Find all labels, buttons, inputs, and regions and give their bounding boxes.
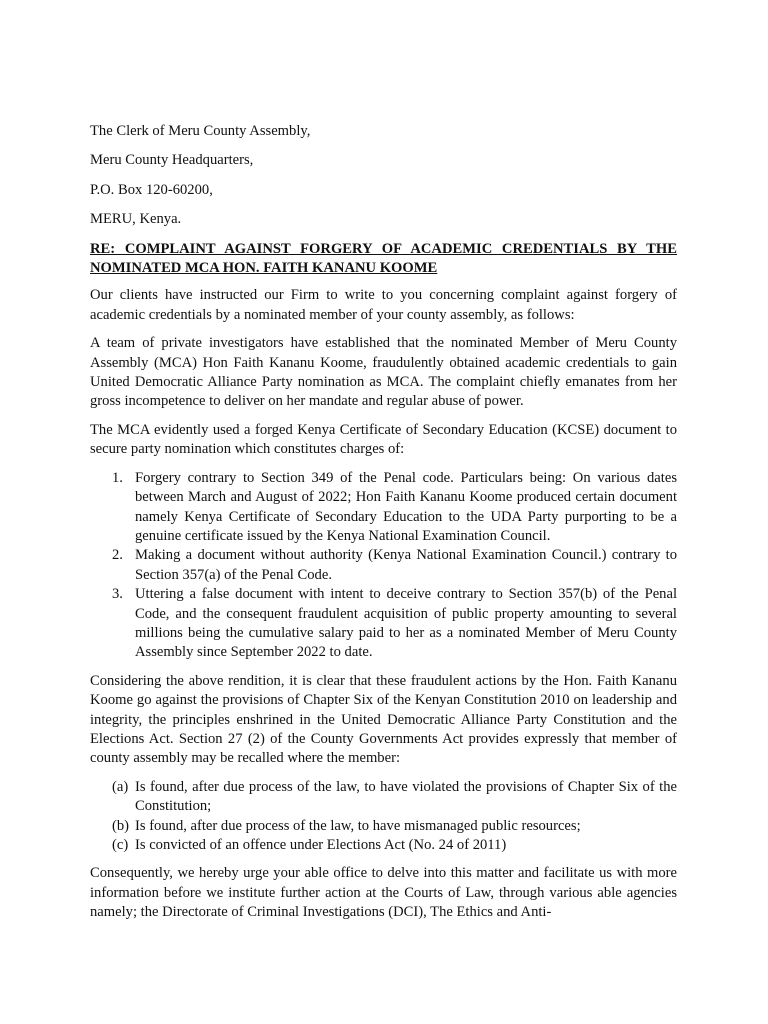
list-letter: (b) — [112, 817, 130, 834]
paragraph-consequently: Consequently, we hereby urge your able office to delve into this matter and facilitate us with more information before we institute further action at the Courts of Law, through various able agencies namely; the Directorate of Criminal Investigations (DCI), The Ethics and Anti- — [90, 865, 677, 921]
recall-grounds-list — [90, 778, 677, 856]
paragraph-considering: Considering the above rendition, it is clear that these fraudulent actions by the Hon. Faith Kananu Koome go against the provisions of Chapter Six of the Kenyan Constitution 2010 on leadership and integrity, the principles enshrined in the United Democratic Alliance Party Constitution and the Elections Act. Section 27 (2) of the County Governments Act provides expressly that member of county assembly may be recalled where the member: — [90, 672, 677, 767]
letter-body — [90, 122, 677, 932]
list-letter: (a) — [112, 778, 129, 795]
list-number: 2. — [112, 547, 123, 564]
address-line-3: P.O. Box 120-60200, — [90, 181, 213, 198]
list-letter: (c) — [112, 837, 129, 853]
list-item-text: Is convicted of an offence under Elections Act (No. 24 of 2011) — [135, 837, 507, 853]
list-number: 1. — [112, 469, 123, 486]
address-line-2: Meru County Headquarters, — [90, 152, 254, 169]
paragraph-intro: Our clients have instructed our Firm to write to you concerning complaint against forgery of academic credentials by a nominated member of your county assembly, as follows: — [90, 287, 677, 323]
paragraph-investigation: A team of private investigators have established that the nominated Member of Meru County Assembly (MCA) Hon Faith Kananu Koome, fraudulently obtained academic credentials to gain United Democratic Alliance Party nomination as MCA. The complaint chiefly emanates from her gross incompetence to deliver on her mandate and regular abuse of power. — [90, 335, 677, 410]
list-item — [90, 585, 677, 663]
address-line-1: The Clerk of Meru County Assembly, — [90, 123, 311, 139]
list-item-text: Is found, after due process of the law, to have violated the provisions of Chapter Six of the Constitution; — [135, 778, 677, 815]
address-line-4: MERU, Kenya. — [90, 211, 182, 228]
list-item-text: Making a document without authority (Kenya National Examination Council.) contrary to Section 357(a) of the Penal Code. — [135, 547, 677, 583]
list-item-text: Uttering a false document with intent to deceive contrary to Section 357(b) of the Penal Code, and the consequent fraudulent acquisition of public property amounting to several millions being the cumulative salary paid to her as a nominated Member of Meru County Assembly since September 2022 to date. — [135, 586, 677, 661]
list-item — [90, 817, 677, 836]
list-item-text: Is found, after due process of the law, to have mismanaged public resources; — [135, 817, 581, 834]
recipient-address — [90, 122, 677, 230]
paragraph-charges-intro: The MCA evidently used a forged Kenya Certificate of Secondary Education (KCSE) document to secure party nomination which constitutes charges of: — [90, 421, 677, 458]
list-item — [90, 836, 677, 855]
charges-list — [90, 469, 677, 663]
list-item — [90, 469, 677, 547]
list-item — [90, 546, 677, 585]
subject-heading: RE: COMPLAINT AGAINST FORGERY OF ACADEMIC CREDENTIALS BY THE NOMINATED MCA HON. FAITH KANANU KOOME — [90, 240, 677, 277]
list-item-text: Forgery contrary to Section 349 of the Penal code. Particulars being: On various dates between March and August of 2022; Hon Faith Kananu Koome produced certain document namely Kenya Certificate of Secondary Education to the UDA Party purporting to be a genuine certificate issued by the Kenya National Examination Council. — [135, 469, 677, 544]
list-number: 3. — [112, 586, 123, 603]
list-item — [90, 778, 677, 817]
